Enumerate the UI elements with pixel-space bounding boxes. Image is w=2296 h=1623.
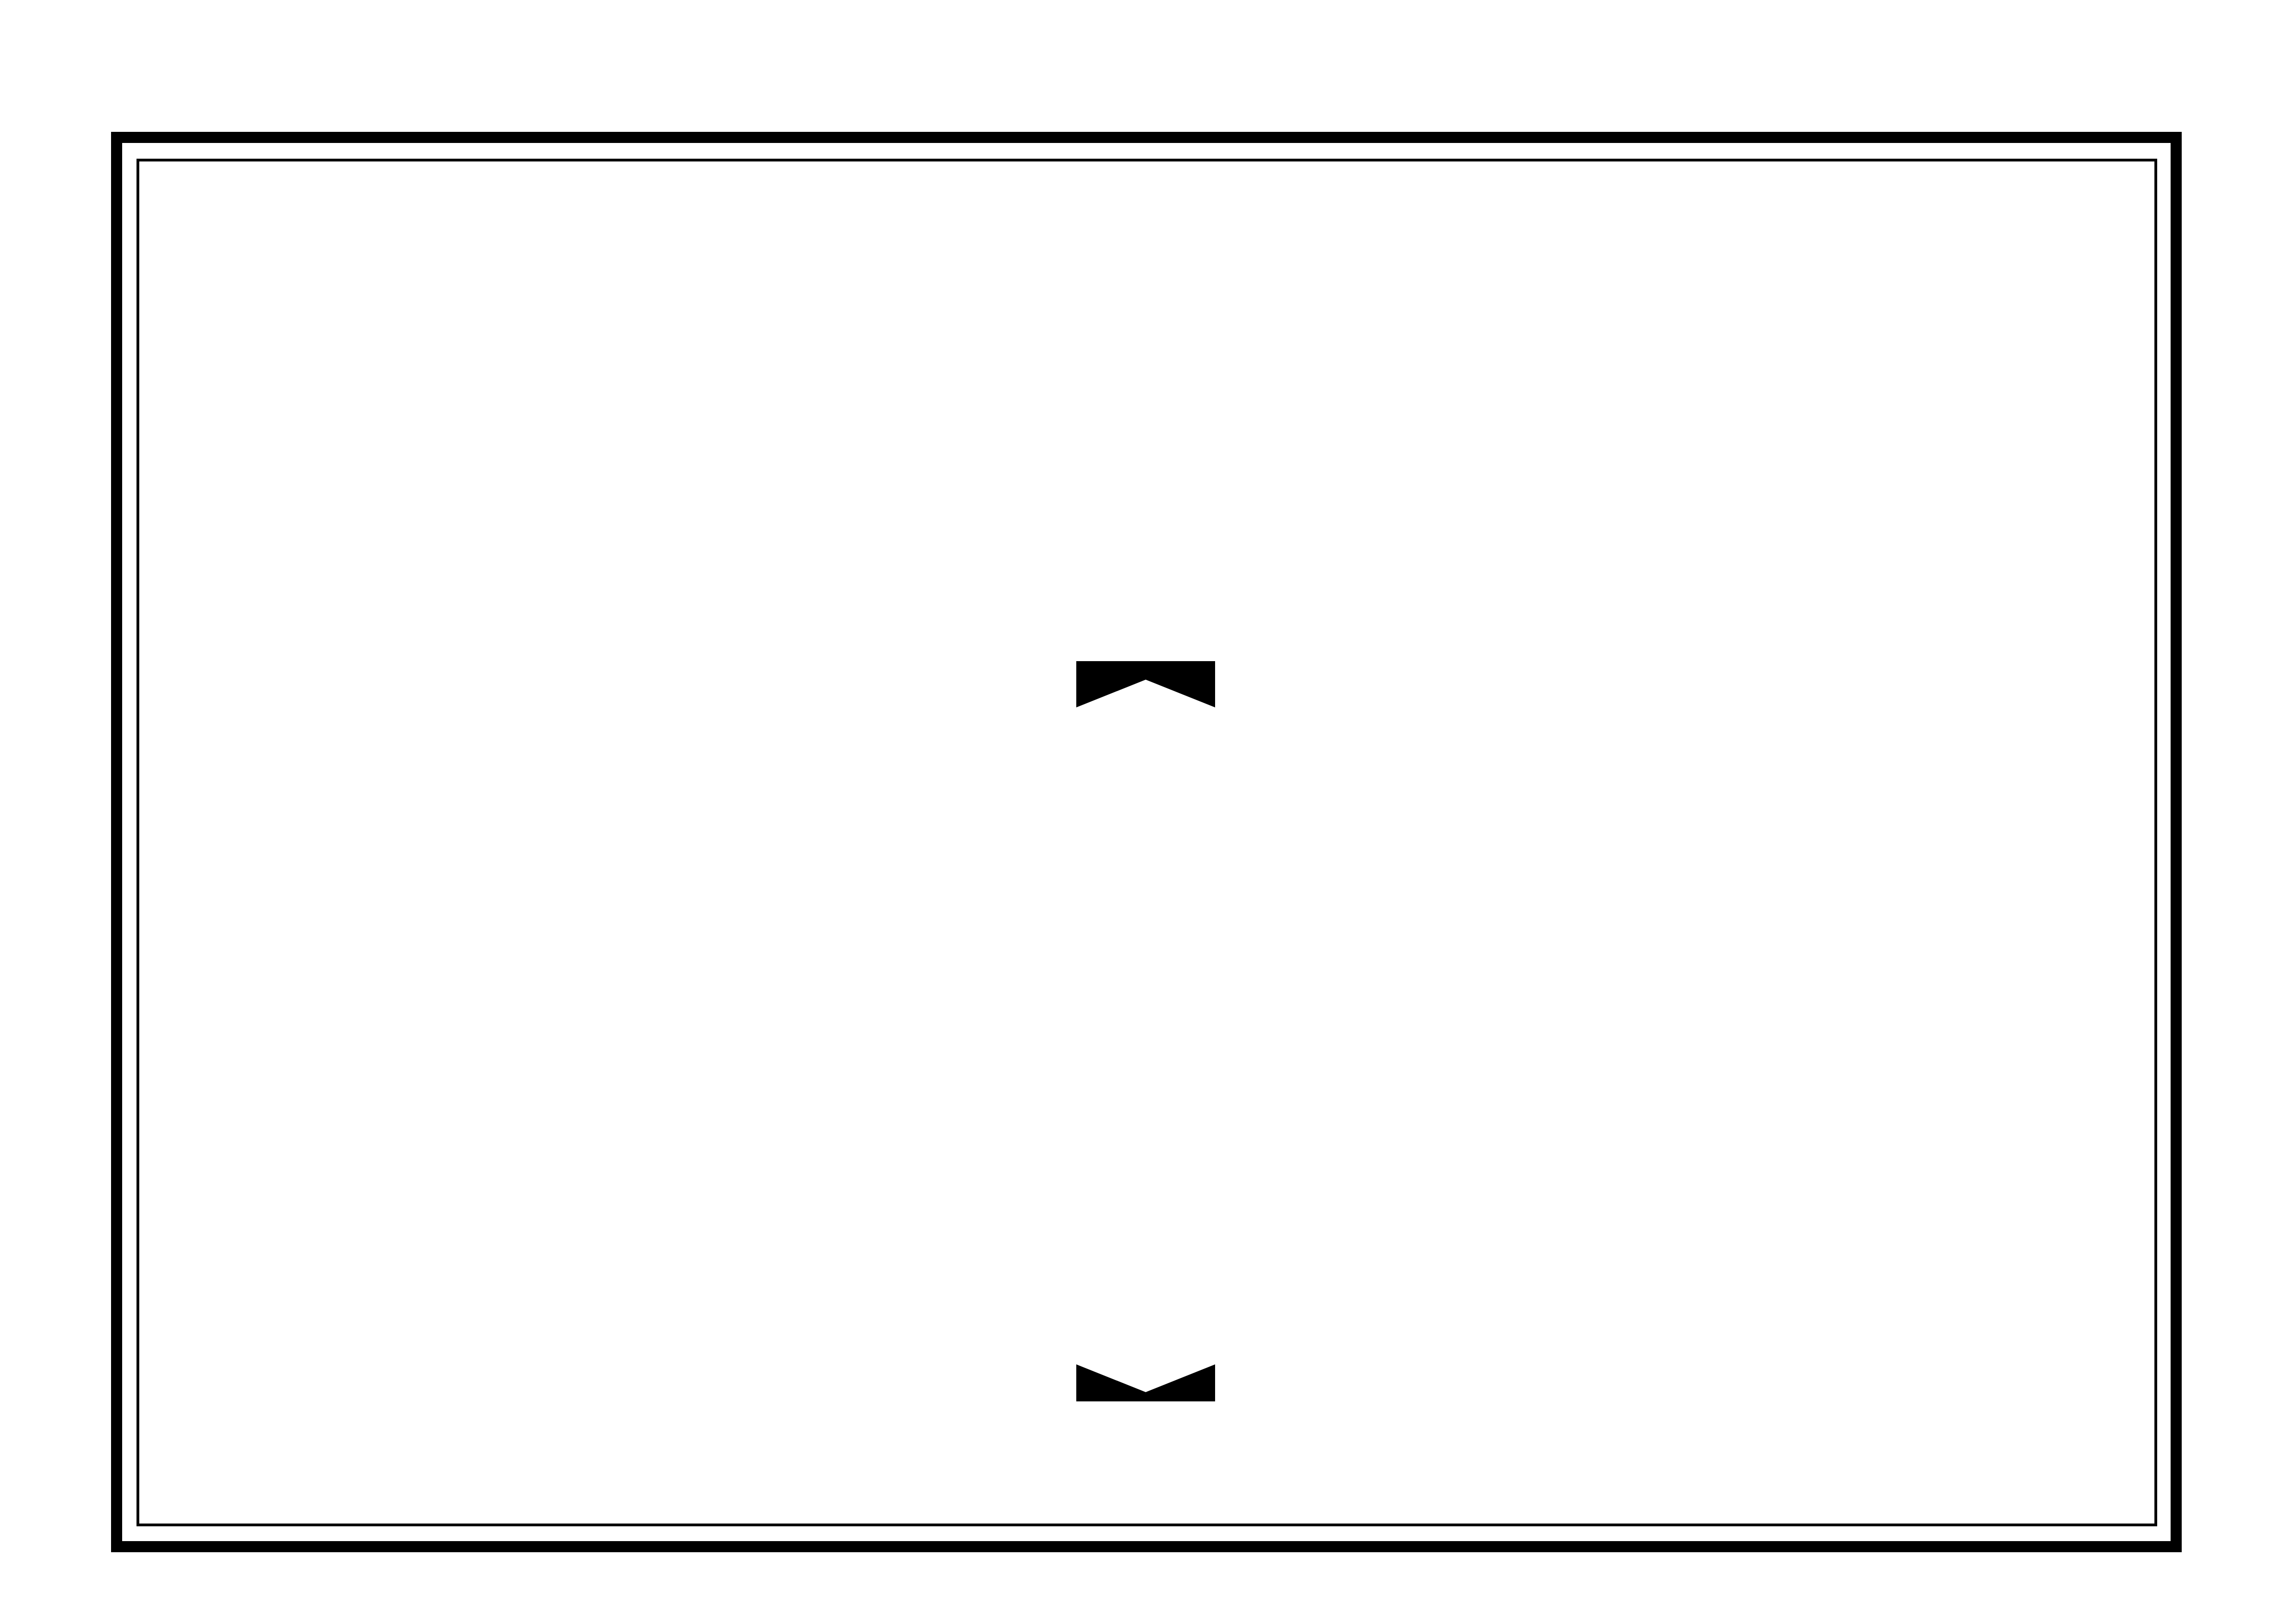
band-bottom-left-triangle (1076, 1364, 1146, 1392)
band-top-right-triangle (1146, 680, 1215, 707)
center-column (1076, 161, 1215, 1524)
band-top-left-triangle (1076, 680, 1146, 707)
band-bottom (1076, 1392, 1215, 1401)
band-bottom-right-triangle (1146, 1364, 1215, 1392)
band-top (1076, 661, 1215, 680)
